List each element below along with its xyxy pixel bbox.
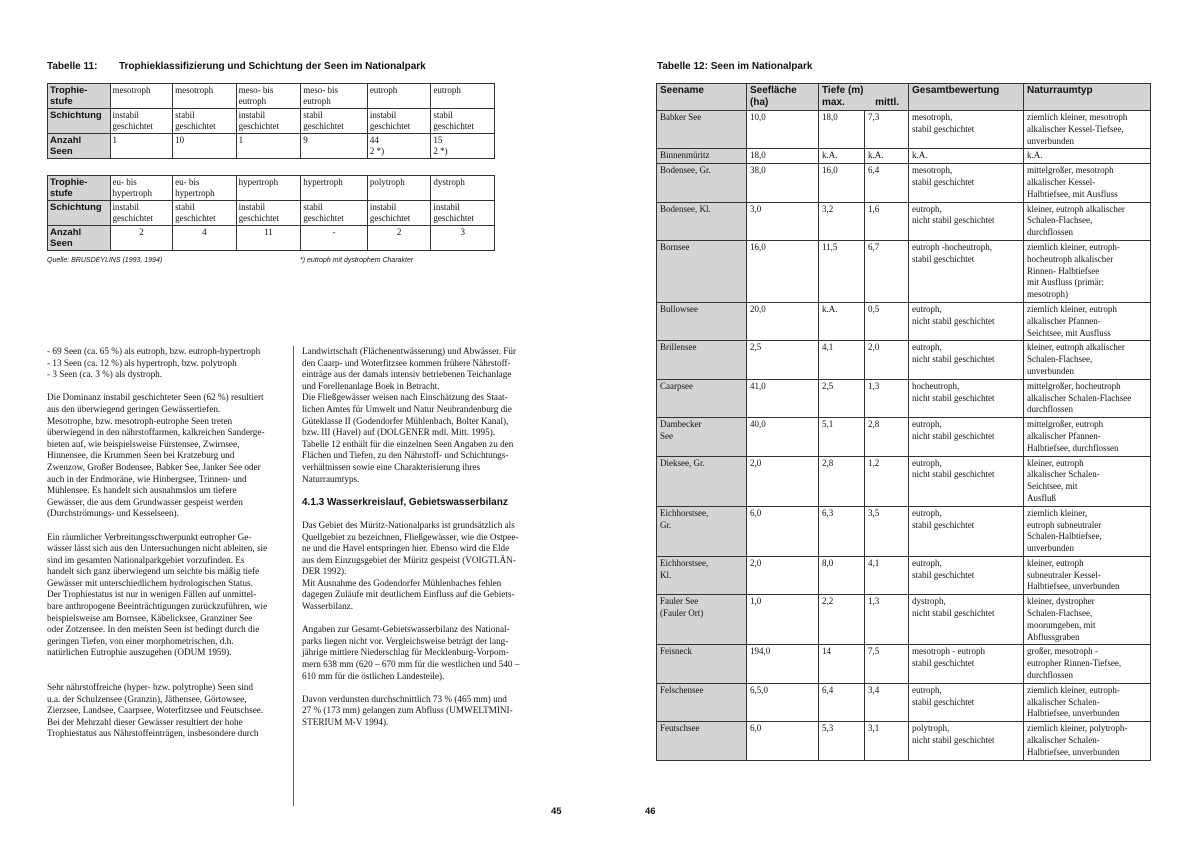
paragraph: Die Dominanz instabil geschichteter Seen (62 %) resultiert aus den überwiegend geringen Gewässertiefen. Mesotrophe, bzw. mesotroph-eutrophe Seen treten überwiegend in den nährstoffarmen, kalkreichen Sanderge- bieten auf, wie beispielsweise Fürstensee, Zwirnsee, Hinnensee, die Krummen Seen bei Kratzeburg und Zwenzow, Großer Bodensee, Babker See, Janker See oder auch in der Endmoräne, wie Hinbergsee, Trinnen- und Mühlensee. Es handelt sich ausnahmslos um tiefere Gewässer, die aus dem Grundwasser gespeist werden (Durchströmungs- und Kesselseen). (47, 392, 265, 519)
cell-bewertung: eutroph -hocheutroph, stabil geschichtet (909, 240, 1024, 302)
t11-cell: 1 (236, 134, 301, 159)
cell-typ: ziemlich kleiner, eutroph- hocheutroph alkalischer Rinnen- Halbtiefsee mit Ausfluss (primär: mesotroph) (1024, 240, 1151, 302)
table-row (657, 556, 1151, 594)
t11-cell: stabil geschichtet (431, 109, 495, 134)
table12-title: Tabelle 12: Seen im Nationalpark (657, 61, 813, 72)
t11-cell: instabil geschichtet (236, 109, 301, 134)
t11-cell: instabil geschichtet (110, 109, 173, 134)
t11-cell: stabil geschichtet (173, 201, 237, 226)
row-label-trophie: Trophie- stufe (48, 84, 111, 109)
cell-mittl: 0,5 (865, 302, 909, 340)
t11-cell: 10 (173, 134, 237, 159)
cell-max: 11,5 (819, 240, 865, 302)
cell-max: 14 (819, 645, 865, 683)
t11-cell: eutroph (367, 84, 431, 109)
cell-flaeche: 41,0 (747, 379, 819, 417)
header-tiefe (819, 84, 909, 111)
t11-cell: 2 (110, 226, 173, 251)
table-row (657, 595, 1151, 645)
cell-typ: kleiner, dystropher Schalen-Flachsee, moorumgeben, mit Abflussgraben (1024, 595, 1151, 645)
table-row (657, 418, 1151, 456)
cell-max: 16,0 (819, 164, 865, 202)
cell-typ: mittelgroßer, hocheutroph alkalischer Schalen-Flachsee durchflossen (1024, 379, 1151, 417)
paragraph: Sehr nährstoffreiche (hyper- bzw. polytrophe) Seen sind u.a. der Schulzensee (Granzin), Jäthensee, Görtowsee, Zierzsee, Landsee, Caarpsee, Woterfitzsee und Feutschsee. Bei der Mehrzahl dieser Gewässer resultiert der hohe Trophiestatus aus Nährstoffeinträgen, insbesondere durch (47, 682, 264, 739)
cell-name: Eichhorstsee, Gr. (657, 506, 747, 556)
cell-name: Bornsee (657, 240, 747, 302)
cell-bewertung: mesotroph, stabil geschichtet (909, 164, 1024, 202)
cell-name: Bodensee, Kl. (657, 202, 747, 240)
row-label-trophie: Trophie- stufe (48, 176, 111, 201)
t11-cell: instabil geschichtet (236, 201, 301, 226)
t11-cell: meso- bis eutroph (236, 84, 301, 109)
t11-cell: mesotroph (173, 84, 237, 109)
table-row (657, 341, 1151, 379)
paragraph: Landwirtschaft (Flächenentwässerung) und Abwässer. Für den Caarp- und Woterfitzsee kommen frühere Nährstoff- einträge aus der damals intensiv betriebenen Teichanlage und Forellenanlage Boek in Betracht. Die Fließgewässer weisen nach Einschätzung des Staat- lichen Amtes für Umwelt und Natur Neubrandenburg die Güteklasse II (Godendorfer Mühlenbach, Bolter Kanal), bzw. III (Havel) auf (DOLGENER mdl. Mitt. 1995). Tabelle 12 enthält für die einzelnen Seen Angaben zu den Flächen und Tiefen, zu den Nährstoff- und Schichtungs- verhältnissen sowie eine Charakterisierung ihres Naturraumtyps. (302, 346, 517, 484)
t11-cell: eu- bis hypertroph (110, 176, 173, 201)
cell-bewertung: eutroph, nicht stabil geschichtet (909, 341, 1024, 379)
table12 (656, 83, 1151, 761)
t11-cell: 4 (173, 226, 237, 251)
cell-bewertung: mesotroph, stabil geschichtet (909, 111, 1024, 149)
cell-typ: k.A. (1024, 149, 1151, 164)
cell-name: Fauler See (Fauler Ort) (657, 595, 747, 645)
page-number-right: 46 (645, 806, 656, 817)
cell-flaeche: 194,0 (747, 645, 819, 683)
table-row (657, 149, 1151, 164)
t11-cell: instabil geschichtet (431, 201, 495, 226)
cell-name: Binnenmüritz (657, 149, 747, 164)
cell-flaeche: 16,0 (747, 240, 819, 302)
table-row (657, 202, 1151, 240)
cell-max: 2,2 (819, 595, 865, 645)
table11-title: Trophieklassifizierung und Schichtung der Seen im Nationalpark (119, 61, 426, 72)
cell-max: 3,2 (819, 202, 865, 240)
cell-bewertung: mesotroph - eutroph stabil geschichtet (909, 645, 1024, 683)
header-tiefe-sub (822, 97, 905, 109)
cell-bewertung: eutroph, nicht stabil geschichtet (909, 302, 1024, 340)
row-label-anzahl: Anzahl Seen (48, 226, 111, 251)
table-row (657, 722, 1151, 760)
t11-cell: instabil geschichtet (367, 201, 431, 226)
table-row (657, 111, 1151, 149)
row-label-anzahl: Anzahl Seen (48, 134, 111, 159)
table11-footnote: *) eutroph mit dystrophem Charakter (300, 257, 414, 264)
cell-flaeche: 6,0 (747, 506, 819, 556)
cell-typ: kleiner, eutroph alkalischer Schalen-Flachsee, unverbunden (1024, 341, 1151, 379)
cell-bewertung: hocheutroph, nicht stabil geschichtet (909, 379, 1024, 417)
cell-max: k.A. (819, 302, 865, 340)
table-row (657, 645, 1151, 683)
cell-typ: ziemlich kleiner, polytroph- alkalischer Schalen- Halbtiefsee, unverbunden (1024, 722, 1151, 760)
cell-typ: kleiner, eutroph alkalischer Schalen- Seichtsee, mit Ausfluß (1024, 456, 1151, 506)
cell-bewertung: eutroph, nicht stabil geschichtet (909, 418, 1024, 456)
cell-name: Felschensee (657, 683, 747, 721)
cell-bewertung: polytroph, nicht stabil geschichtet (909, 722, 1024, 760)
cell-flaeche: 18,0 (747, 149, 819, 164)
cell-bewertung: eutroph, stabil geschichtet (909, 556, 1024, 594)
header-seeflaeche: Seefläche (ha) (747, 84, 819, 111)
cell-bewertung: k.A. (909, 149, 1024, 164)
table11-number: Tabelle 11: (47, 61, 98, 72)
cell-bewertung: eutroph, stabil geschichtet (909, 506, 1024, 556)
header-tiefe-max: max. (822, 97, 845, 108)
cell-mittl: 4,1 (865, 556, 909, 594)
cell-typ: ziemlich kleiner, eutroph- alkalischer Schalen- Halbtiefsee, unverbunden (1024, 683, 1151, 721)
t11-cell: mesotroph (110, 84, 173, 109)
header-gesamtbewertung: Gesamtbewertung (909, 84, 1024, 111)
table-row (657, 506, 1151, 556)
row-label-schichtung: Schichtung (48, 201, 111, 226)
table-row (657, 456, 1151, 506)
t11-cell: stabil geschichtet (301, 201, 368, 226)
cell-bewertung: eutroph, nicht stabil geschichtet (909, 202, 1024, 240)
t11-cell: 3 (431, 226, 495, 251)
table-row (657, 683, 1151, 721)
t11-cell: stabil geschichtet (301, 109, 368, 134)
t11-cell: instabil geschichtet (367, 109, 431, 134)
cell-mittl: 1,3 (865, 595, 909, 645)
t11-cell: dystroph (431, 176, 495, 201)
cell-typ: ziemlich kleiner, eutroph subneutraler Schalen-Halbtiefsee, unverbunden (1024, 506, 1151, 556)
cell-name: Dambecker See (657, 418, 747, 456)
cell-mittl: 6,4 (865, 164, 909, 202)
cell-mittl: 7,3 (865, 111, 909, 149)
table-row (657, 302, 1151, 340)
cell-max: 6,4 (819, 683, 865, 721)
table-row (657, 164, 1151, 202)
cell-max: 2,5 (819, 379, 865, 417)
cell-mittl: 3,4 (865, 683, 909, 721)
table11-caption (47, 61, 426, 72)
table12-body (657, 111, 1151, 761)
cell-name: Babker See (657, 111, 747, 149)
cell-flaeche: 10,0 (747, 111, 819, 149)
cell-flaeche: 3,0 (747, 202, 819, 240)
cell-name: Bodensee, Gr. (657, 164, 747, 202)
cell-max: 6,3 (819, 506, 865, 556)
cell-flaeche: 20,0 (747, 302, 819, 340)
cell-name: Caarpsee (657, 379, 747, 417)
cell-flaeche: 6,0 (747, 722, 819, 760)
cell-mittl: 1,3 (865, 379, 909, 417)
cell-typ: ziemlich kleiner, mesotroph alkalischer Kessel-Tiefsee, unverbunden (1024, 111, 1151, 149)
header-tiefe-label: Tiefe (m) (822, 85, 864, 96)
t11-cell: 2 (367, 226, 431, 251)
cell-flaeche: 2,5 (747, 341, 819, 379)
cell-mittl: 3,5 (865, 506, 909, 556)
cell-typ: mittelgroßer, mesotroph alkalischer Kessel- Halbtiefsee, mit Ausfluss (1024, 164, 1151, 202)
cell-name: Eichhorstsee, Kl. (657, 556, 747, 594)
header-seename: Seename (657, 84, 747, 111)
cell-max: 8,0 (819, 556, 865, 594)
table-row (657, 240, 1151, 302)
paragraph: Davon verdunsten durchschnittlich 73 % (465 mm) und 27 % (173 mm) gelangen zum Abfluss (UMWELTMINI- STERIUM M-V 1994). (302, 693, 513, 727)
cell-name: Dieksee, Gr. (657, 456, 747, 506)
cell-typ: großer, mesotroph - eutropher Rinnen-Tiefsee, durchflossen (1024, 645, 1151, 683)
cell-flaeche: 40,0 (747, 418, 819, 456)
t11-cell: - (301, 226, 368, 251)
cell-mittl: k.A. (865, 149, 909, 164)
cell-name: Bullowsee (657, 302, 747, 340)
cell-typ: ziemlich kleiner, eutroph alkalischer Pfannen- Seichtsee, mit Ausfluss (1024, 302, 1151, 340)
cell-max: 4,1 (819, 341, 865, 379)
text-column-1 (47, 346, 289, 740)
cell-flaeche: 2,0 (747, 456, 819, 506)
paragraph: Das Gebiet des Müritz-Nationalparks ist grundsätzlich als Quellgebiet zu bezeichnen, Fließgewässer, wie die Ostpee- ne und die Havel entspringen hier. Ebenso wird die Elde aus dem Einzugsgebiet der Müritz gespeist (VOIGTLÄN- DER 1992). Mit Ausnahme des Godendorfer Mühlenbaches fehlen dagegen Zuläufe mit deutlichem Einfluss auf die Gebiets- Wasserbilanz. (302, 519, 519, 612)
column-divider (293, 346, 294, 806)
cell-bewertung: dystroph, nicht stabil geschichtet (909, 595, 1024, 645)
t11-cell: hypertroph (301, 176, 368, 201)
table11-source: Quelle: BRUSDEYLINS (1993, 1994) (47, 257, 163, 264)
t11-cell: 11 (236, 226, 301, 251)
paragraph: - 69 Seen (ca. 65 %) als eutroph, bzw. eutroph-hypertroph - 13 Seen (ca. 12 %) als hypertroph, bzw. polytroph - 3 Seen (ca. 3 %) als dystroph. (47, 346, 261, 380)
cell-typ: mittelgroßer, eutroph alkalischer Pfannen- Halbtiefsee, durchflossen (1024, 418, 1151, 456)
t11-cell: stabil geschichtet (173, 109, 237, 134)
cell-typ: kleiner, eutroph alkalischer Schalen-Flachsee, durchflossen (1024, 202, 1151, 240)
cell-max: k.A. (819, 149, 865, 164)
t11-cell: eu- bis hypertroph (173, 176, 237, 201)
cell-bewertung: eutroph, stabil geschichtet (909, 683, 1024, 721)
cell-flaeche: 38,0 (747, 164, 819, 202)
cell-mittl: 2,8 (865, 418, 909, 456)
t11-cell: instabil geschichtet (110, 201, 173, 226)
cell-flaeche: 2,0 (747, 556, 819, 594)
cell-name: Feisneck (657, 645, 747, 683)
cell-mittl: 6,7 (865, 240, 909, 302)
cell-flaeche: 1,0 (747, 595, 819, 645)
cell-mittl: 2,0 (865, 341, 909, 379)
t11-cell: 15 2 *) (431, 134, 495, 159)
text-column-2 (302, 346, 546, 729)
section-heading: 4.1.3 Wasserkreislauf, Gebietswasserbilanz (302, 496, 508, 508)
t11-cell: meso- bis eutroph (301, 84, 368, 109)
cell-mittl: 1,2 (865, 456, 909, 506)
cell-max: 5,3 (819, 722, 865, 760)
t11-cell: 44 2 *) (367, 134, 431, 159)
t11-cell: 9 (301, 134, 368, 159)
header-tiefe-mittl: mittl. (875, 97, 899, 108)
table11-block2 (47, 175, 495, 251)
row-label-schichtung: Schichtung (48, 109, 111, 134)
table11-block1 (47, 83, 495, 159)
t11-cell: hypertroph (236, 176, 301, 201)
header-naturraumtyp: Naturraumtyp (1024, 84, 1151, 111)
t11-cell: eutroph (431, 84, 495, 109)
page-number-left: 45 (551, 806, 562, 817)
cell-flaeche: 6,5,0 (747, 683, 819, 721)
t11-cell: 1 (110, 134, 173, 159)
cell-name: Feutschsee (657, 722, 747, 760)
t11-cell: polytroph (367, 176, 431, 201)
paragraph: Angaben zur Gesamt-Gebietswasserbilanz des National- parks liegen nicht vor. Vergleichsweise beträgt der lang- jährige mittlere Niederschlag für Mecklenburg-Vorpom- mern 638 mm (620 – 670 mm für die westlichen und 540 – 610 mm für die östlichen Landesteile). (302, 624, 520, 681)
cell-name: Brillensee (657, 341, 747, 379)
cell-mittl: 3,1 (865, 722, 909, 760)
cell-max: 18,0 (819, 111, 865, 149)
cell-max: 2,8 (819, 456, 865, 506)
paragraph: Ein räumlicher Verbreitungsschwerpunkt eutropher Ge- wässer lässt sich aus den Untersuchungen nicht ableiten, sie sind im gesamten Nationalparkgebiet vorzufinden. Es handelt sich ganz überwiegend um seichte bis mäßig tiefe Gewässer mit unterschiedlichem hydrologischen Status. Der Trophiestatus ist nur in wenigen Fällen auf unmittel- bare anthropogene Beeinträchtigungen zurückzuführen, wie beispielsweise am Bornsee, Käbelicksee, Granziner See oder Zotzensee. In den meisten Seen ist bedingt durch die geringen Tiefen, von einer morphometrischen, d.h. natürlichen Eutrophie auszugehen (ODUM 1959). (47, 531, 268, 658)
cell-mittl: 1,6 (865, 202, 909, 240)
table-row (657, 379, 1151, 417)
cell-mittl: 7,5 (865, 645, 909, 683)
cell-typ: kleiner, eutroph subneutraler Kessel- Halbtiefsee, unverbunden (1024, 556, 1151, 594)
cell-bewertung: eutroph, nicht stabil geschichtet (909, 456, 1024, 506)
cell-max: 5,1 (819, 418, 865, 456)
